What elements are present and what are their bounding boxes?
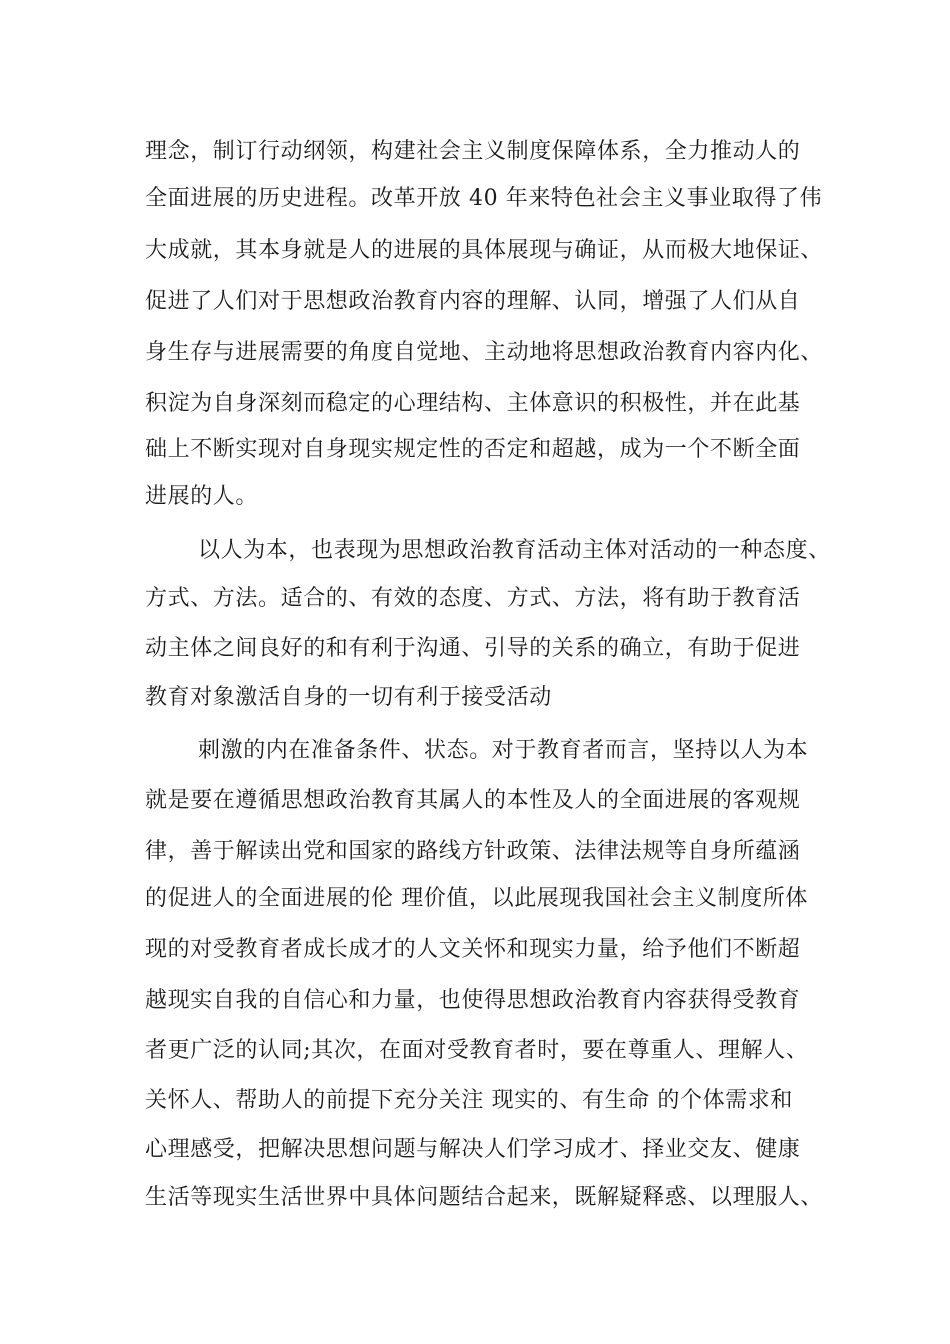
- text-line: 进展的人。: [145, 484, 259, 509]
- text-line: 律，善于解读出党和国家的路线方针政策、法律法规等自身所蕴涵: [145, 839, 801, 864]
- text-line: 方式、方法。适合的、有效的态度、方式、方法，将有助于教育活: [145, 586, 801, 611]
- text-line: 础上不断实现对自身现实规定性的否定和超越，成为一个不断全面: [145, 437, 801, 462]
- text-line: 积淀为自身深刻而稳定的心理结构、主体意识的积极性，并在此基: [145, 391, 801, 416]
- text-line: 促进了人们对于思想政治教育内容的理解、认同，增强了人们从自: [145, 289, 801, 314]
- text-line: 身生存与进展需要的角度自觉地、主动地将思想政治教育内容内化、: [145, 340, 824, 365]
- text-line: 全面进展的历史进程。改革开放 40 年来特色社会主义事业取得了伟: [145, 186, 823, 211]
- text-line: 关怀人、帮助人的前提下充分关注 现实的、有生命 的个体需求和: [145, 1088, 793, 1113]
- text-line: 教育对象激活自身的一切有利于接受活动: [145, 685, 552, 710]
- text-line: 就是要在遵循思想政治教育其属人的本性及人的全面进展的客观规: [145, 788, 801, 813]
- text-line: 越现实自我的自信心和力量，也使得思想政治教育内容获得受教育: [145, 988, 801, 1013]
- text-line: 理念，制订行动纲领，构建社会主义制度保障体系，全力推动人的: [145, 139, 801, 164]
- text-line: 大成就，其本身就是人的进展的具体展现与确证，从而极大地保证、: [145, 238, 824, 263]
- text-line: 的促进人的全面进展的伦 理价值，以此展现我国社会主义制度所体: [145, 886, 808, 911]
- text-line: 心理感受，把解决思想问题与解决人们学习成才、择业交友、健康: [145, 1137, 801, 1162]
- paragraph-first-line: 刺激的内在准备条件、状态。对于教育者而言，坚持以人为本: [198, 738, 809, 763]
- text-line: 生活等现实生活世界中具体问题结合起来，既解疑释惑、以理服人、: [145, 1185, 824, 1210]
- paragraph-first-line: 以人为本，也表现为思想政治教育活动主体对活动的一种态度、: [198, 538, 831, 563]
- text-line: 动主体之间良好的和有利于沟通、引导的关系的确立，有助于促进: [145, 636, 801, 661]
- text-line: 者更广泛的认同;其次，在面对受教育者时，要在尊重人、理解人、: [145, 1038, 809, 1063]
- text-line: 现的对受教育者成长成才的人文关怀和现实力量，给予他们不断超: [145, 937, 801, 962]
